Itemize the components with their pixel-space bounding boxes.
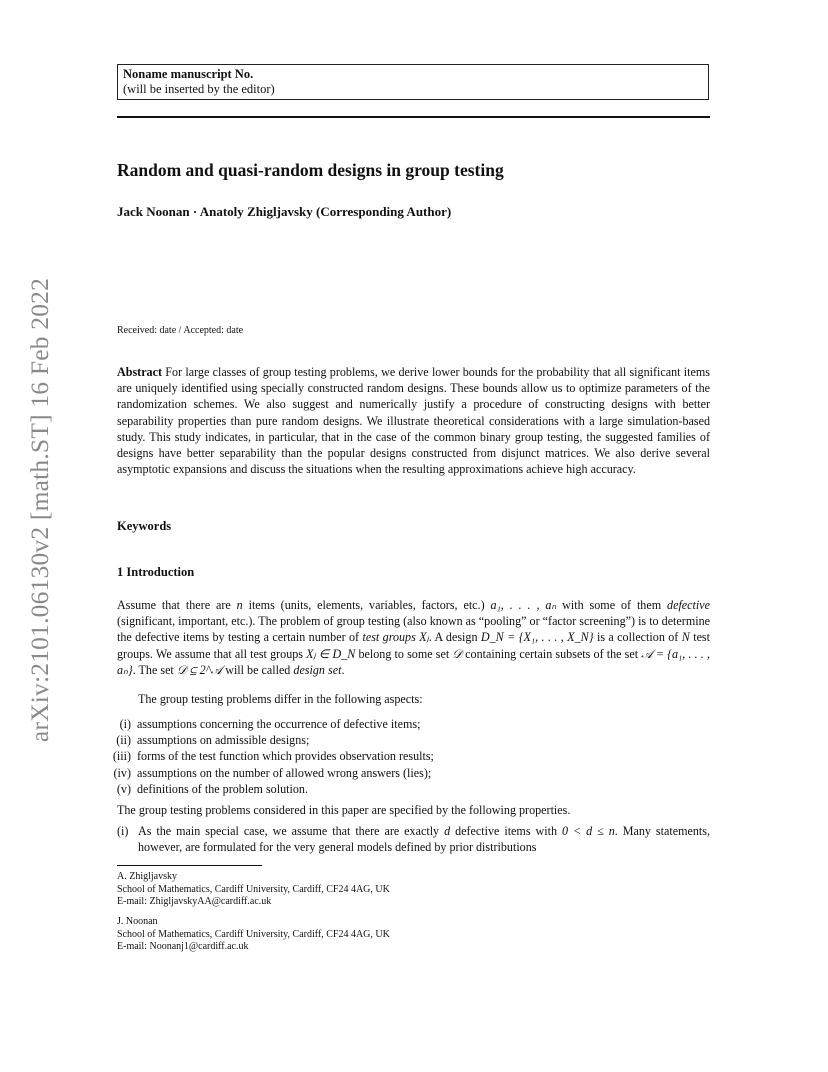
footnote-affiliation: School of Mathematics, Cardiff University, Cardiff, CF24 4AG, UK — [117, 883, 390, 895]
footnote-affiliation: School of Mathematics, Cardiff University, Cardiff, CF24 4AG, UK — [117, 928, 390, 940]
footnote-rule — [117, 865, 262, 866]
text-run: defective items with — [450, 824, 562, 838]
aspects-list — [108, 716, 708, 797]
paper-authors: Jack Noonan · Anatoly Zhigljavsky (Corresponding Author) — [117, 204, 452, 219]
abstract — [117, 364, 710, 477]
math-run: 𝒟 — [452, 646, 463, 661]
text-run: items (units, elements, variables, factors, etc.) — [242, 598, 491, 612]
math-run: Xⱼ ∈ D_N — [306, 646, 356, 661]
footnote-email: E-mail: ZhigljavskyAA@cardiff.ac.uk — [117, 896, 272, 908]
text-run: containing certain subsets of the set — [462, 646, 642, 661]
text-run: (significant, important, etc.). The problem of group testing (also known as “pooling” or “factor screening”) is to determine the defective items by testing a certain number of — [117, 614, 710, 645]
manuscript-box — [117, 64, 709, 100]
list-item — [108, 716, 708, 732]
list-number: (iv) — [113, 765, 131, 780]
list-number: (ii) — [116, 733, 131, 748]
aspects-intro: The group testing problems differ in the following aspects: — [138, 692, 423, 706]
list-item — [108, 765, 708, 781]
text-run: Assume that there are — [117, 598, 237, 612]
list-item — [108, 781, 708, 797]
paper-title: Random and quasi-random designs in group testing — [117, 160, 504, 180]
author-footnote — [117, 916, 517, 954]
list-text: assumptions on the number of allowed wrong answers (lies); — [137, 765, 432, 780]
text-run: . A design — [428, 630, 481, 645]
list-item — [108, 732, 708, 748]
math-run: a₁, . . . , aₙ — [490, 598, 557, 612]
property-item — [117, 823, 710, 855]
manuscript-number: Noname manuscript No. — [123, 67, 254, 81]
text-run: . The set — [132, 662, 177, 677]
properties-intro: The group testing problems considered in this paper are specified by the following properties. — [117, 803, 571, 817]
list-text: definitions of the problem solution. — [137, 781, 308, 796]
text-run: will be called — [222, 662, 294, 677]
header-rule — [117, 116, 710, 118]
property-number: (i) — [117, 824, 129, 838]
math-run: n — [236, 598, 243, 612]
text-run: test groups. We assume that all test groups — [117, 630, 711, 661]
keywords-label: Keywords — [117, 519, 172, 533]
text-run: . — [341, 662, 345, 677]
section-heading: 1 Introduction — [117, 565, 195, 579]
list-text: assumptions concerning the occurrence of defective items; — [137, 717, 421, 731]
editor-note: (will be inserted by the editor) — [123, 82, 275, 96]
intro-paragraph — [117, 597, 710, 678]
text-run: belong to some set — [355, 646, 453, 661]
abstract-label: Abstract — [117, 365, 163, 379]
author-footnote — [117, 871, 517, 909]
emphasis-run: test groups Xⱼ — [362, 630, 429, 645]
list-item — [108, 748, 708, 764]
footnote-name: J. Noonan — [117, 916, 158, 927]
property-text — [138, 823, 710, 855]
footnote-name: A. Zhigljavsky — [117, 871, 177, 882]
arxiv-identifier-stamp — [20, 275, 60, 745]
list-number: (v) — [116, 781, 131, 796]
list-number: (i) — [119, 717, 131, 731]
math-run: 0 < d ≤ n — [561, 824, 615, 838]
abstract-text: For large classes of group testing problems, we derive lower bounds for the probability that all significant items are uniquely identified using specially constructed random designs. These bounds allow us to optimize parameters of the randomization schemes. We also suggest and numerically justify a procedure of constructing designs with better separability properties than pure random designs. We illustrate theoretical considerations with a large simulation-based study. This study indicates, in particular, that in the case of the common binary group testing, the suggested families of designs have better separability than the popular designs constructed from disjunct matrices. We also derive several asymptotic expansions and discuss the situations when the resulting approximations achieve high accuracy. — [117, 365, 710, 477]
text-run: is a collection of — [593, 630, 682, 645]
text-run: with some of them — [556, 598, 668, 612]
list-text: forms of the test function which provides observation results; — [137, 749, 434, 764]
emphasis-run: defective — [667, 598, 710, 612]
text-run: . Many statements, however, are formulated for the very general models defined by prior distributions — [138, 824, 710, 855]
received-dates: Received: date / Accepted: date — [117, 325, 244, 336]
math-run: d — [444, 824, 451, 838]
arxiv-stamp-text: arXiv:2101.06130v2 [math.ST] 16 Feb 2022 — [25, 277, 54, 743]
math-run: 𝒟 ⊆ 2^𝒜 — [176, 662, 223, 677]
text-run: As the main special case, we assume that there are exactly — [138, 824, 445, 838]
list-number: (iii) — [112, 749, 131, 764]
footnote-email: E-mail: Noonanj1@cardiff.ac.uk — [117, 941, 249, 953]
list-text: assumptions on admissible designs; — [137, 733, 310, 748]
emphasis-run: design set — [293, 662, 342, 677]
math-run: 𝒜 = {a₁, . . . , aₙ} — [117, 646, 710, 677]
math-run: D_N = {X₁, . . . , X_N} — [480, 630, 594, 645]
math-run: N — [681, 630, 690, 645]
